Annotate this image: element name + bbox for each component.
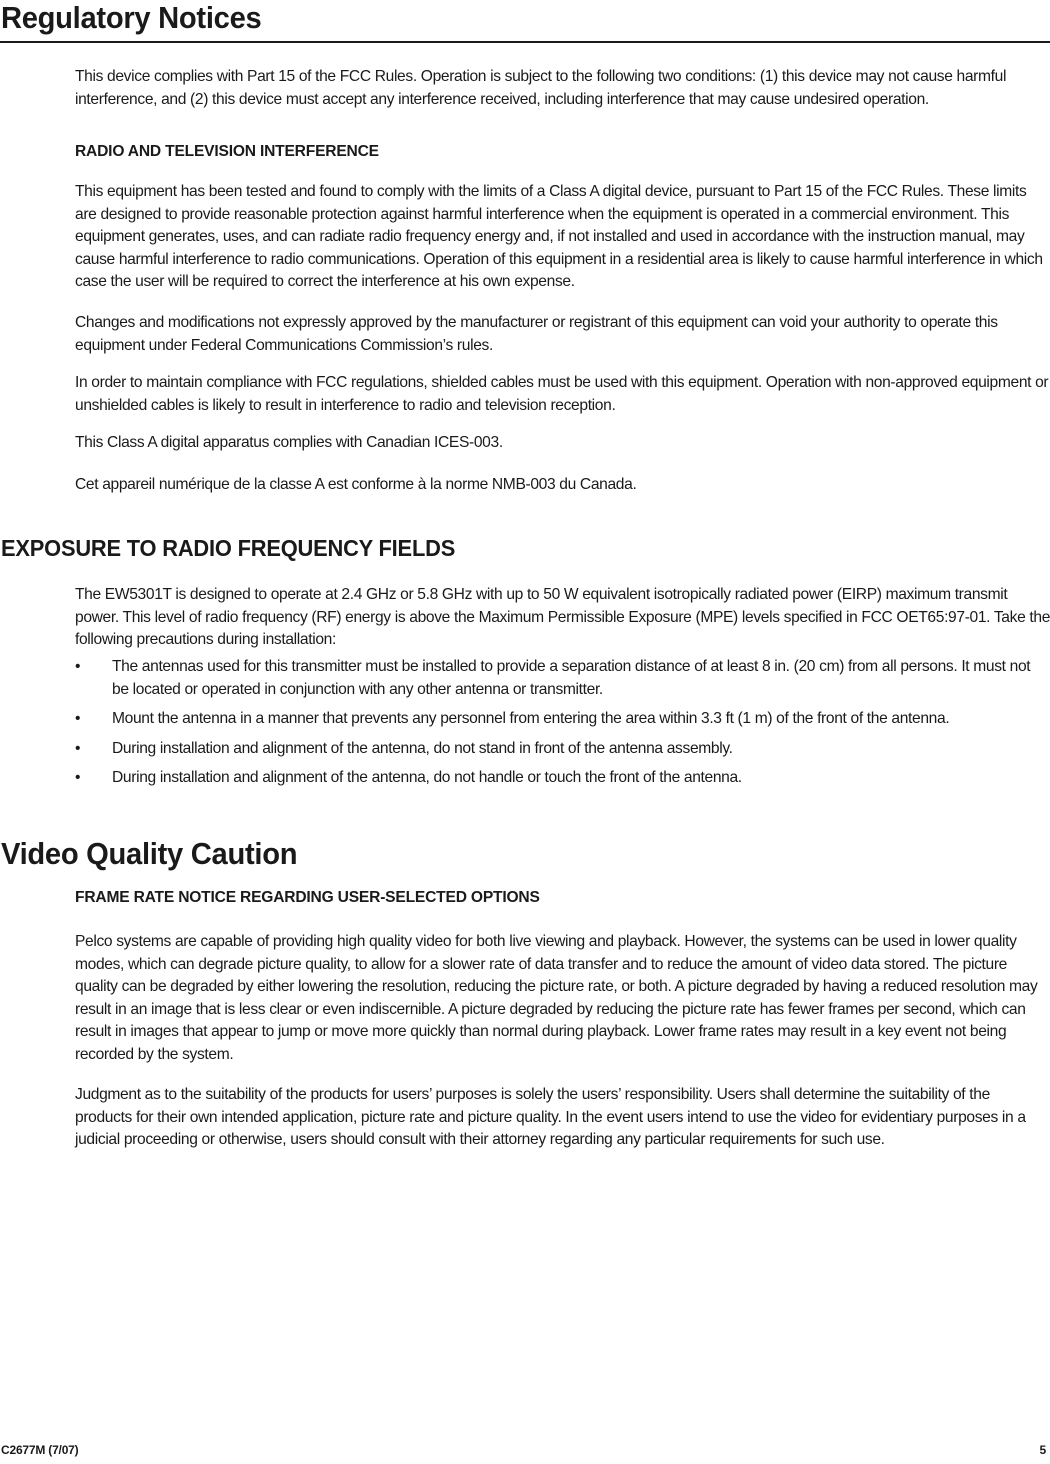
frame-rate-heading: FRAME RATE NOTICE REGARDING USER-SELECTED OPTIONS	[75, 889, 540, 906]
doc-code: C2677M (7/07)	[1, 1443, 79, 1457]
bullet-symbol: •	[75, 710, 81, 728]
radio-tv-paragraph-3-block	[75, 372, 1050, 417]
frame-rate-paragraph-1-block	[75, 931, 1050, 1067]
list-item	[75, 738, 1050, 761]
radio-tv-paragraph-4: This Class A digital apparatus complies with Canadian ICES-003.	[75, 434, 503, 451]
fcc-intro-paragraph: This device complies with Part 15 of the FCC Rules. Operation is subject to the following two conditions: (1) this device may not cause harmful interference, and (2) this device must accept any interference received, including interference that may cause undesired operation.	[75, 68, 1007, 108]
frame-rate-paragraph-2-block	[75, 1084, 1050, 1152]
bullet-symbol: •	[75, 769, 81, 787]
bullet-text: The antennas used for this transmitter must be installed to provide a separation distance of at least 8 in. (20 cm) from all persons. It must not be located or operated in conjunction with any other antenna or transmitter.	[112, 658, 1031, 698]
frame-rate-section	[75, 887, 1050, 909]
list-item	[75, 708, 1050, 731]
radio-tv-heading: RADIO AND TELEVISION INTERFERENCE	[75, 143, 379, 160]
bullet-text: During installation and alignment of the antenna, do not stand in front of the antenna assembly.	[112, 739, 733, 757]
video-quality-title: Video Quality Caution	[0, 836, 298, 871]
radio-tv-paragraph-2: Changes and modifications not expressly approved by the manufacturer or registrant of this equipment can void your authority to operate this equipment under Federal Communications Commission’s rules.	[75, 314, 998, 354]
radio-tv-section	[75, 141, 1050, 163]
fcc-intro-block	[75, 66, 1050, 111]
exposure-bullets-block	[75, 656, 1050, 790]
frame-rate-paragraph-1: Pelco systems are capable of providing high quality video for both live viewing and playback. However, the systems can be used in lower quality modes, which can degrade picture quality, to allow for a slower rate of data transfer and to reduce the amount of video data stored. The picture quality can be degraded by either lowering the resolution, reducing the picture rate, or both. A picture degraded by having a reduced resolution may result in an image that is less clear or even indiscernible. A picture degraded by reducing the picture rate has fewer frames per second, which can result in images that appear to jump or move more quickly than normal during playback. Lower frame rates may result in a key event not being recorded by the system.	[75, 933, 1038, 1063]
frame-rate-paragraph-2: Judgment as to the suitability of the products for users’ purposes is solely the users’ responsibility. Users shall determine the suitability of the products for their own intended application, picture rate and picture quality. In the event users intend to use the video for evidentiary purposes in a judicial proceeding or otherwise, users should consult with their attorney regarding any particular requirements for such use.	[75, 1086, 1026, 1149]
exposure-intro-paragraph: The EW5301T is designed to operate at 2.4 GHz or 5.8 GHz with up to 50 W equivalent isotropically radiated power (EIRP) maximum transmit power. This level of radio frequency (RF) energy is above the Maximum Permissible Exposure (MPE) levels specified in FCC OET65:97-01. Take the following precautions during installation:	[75, 586, 1050, 649]
regulatory-notices-title: Regulatory Notices	[0, 0, 262, 35]
radio-tv-paragraph-3: In order to maintain compliance with FCC regulations, shielded cables must be used with this equipment. Operation with non-approved equipment or unshielded cables is likely to result in interference to radio and television reception.	[75, 374, 1049, 414]
exposure-bullet-list	[75, 656, 1050, 790]
radio-tv-paragraph-1-block	[75, 181, 1050, 294]
page-number: 5	[1039, 1443, 1046, 1457]
exposure-heading: EXPOSURE TO RADIO FREQUENCY FIELDS	[1, 535, 456, 561]
list-item	[75, 767, 1050, 790]
radio-tv-paragraph-4-block	[75, 432, 1050, 455]
exposure-intro-block	[75, 584, 1050, 652]
radio-tv-paragraph-2-block	[75, 312, 1050, 357]
bullet-text: During installation and alignment of the antenna, do not handle or touch the front of the antenna.	[112, 769, 742, 787]
radio-tv-paragraph-5: Cet appareil numérique de la classe A est conforme à la norme NMB-003 du Canada.	[75, 476, 637, 493]
title-rule	[0, 41, 1050, 43]
list-item	[75, 656, 1050, 701]
bullet-symbol: •	[75, 658, 81, 675]
radio-tv-paragraph-5-block	[75, 474, 1050, 497]
bullet-symbol: •	[75, 739, 81, 757]
radio-tv-paragraph-1: This equipment has been tested and found to comply with the limits of a Class A digital device, pursuant to Part 15 of the FCC Rules. These limits are designed to provide reasonable protection against harmful interference when the equipment is operated in a commercial environment. This equipment generates, uses, and can radiate radio frequency energy and, if not installed and used in accordance with the instruction manual, may cause harmful interference to radio communications. Operation of this equipment in a residential area is likely to cause harmful interference in which case the user will be required to correct the interference at his own expense.	[75, 183, 1043, 291]
bullet-text: Mount the antenna in a manner that prevents any personnel from entering the area within 3.3 ft (1 m) of the front of the antenna.	[112, 710, 950, 728]
